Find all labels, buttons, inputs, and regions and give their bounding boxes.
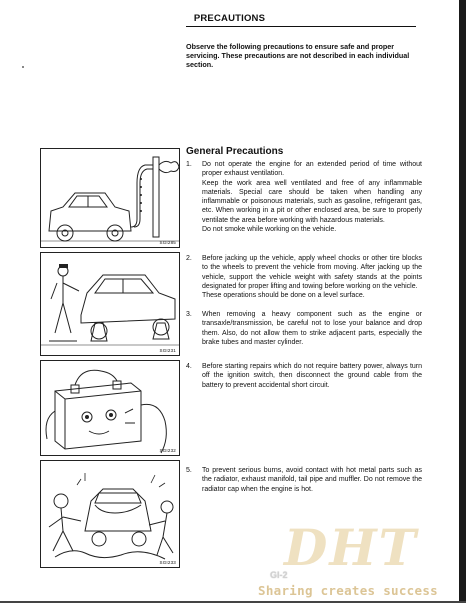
page-header-title: PRECAUTIONS xyxy=(193,13,266,24)
item-paragraph: Do not smoke while working on the vehicle. xyxy=(202,226,337,234)
figure-exhaust-ventilation xyxy=(40,148,180,248)
figure-code: SGI231 xyxy=(159,348,176,353)
precaution-item-5 xyxy=(186,466,422,494)
figure-battery-disconnect xyxy=(40,360,180,456)
item-paragraph: Keep the work area well ventilated and free of any inflammable materials. Special care should be taken when handling any inflammable or poisonous materials, such as gasoline, refrigerant gas, etc. When working in a pit or other enclosed area, be sure to properly ventilate the area before working with hazardous materials. xyxy=(202,179,422,224)
intro-paragraph: Observe the following precautions to ensure safe and proper servicing. These precautions are not described in each individual section. xyxy=(186,42,410,70)
item-paragraph: These operations should be done on a level surface. xyxy=(202,292,365,300)
page-number: GI-2 xyxy=(270,570,288,580)
figure-code: SGI232 xyxy=(159,448,176,453)
item-paragraph: Before starting repairs which do not require battery power, always turn off the ignition switch, then disconnect the ground cable from the battery to prevent accidental short circuit. xyxy=(202,363,422,389)
item-paragraph: When removing a heavy component such as the engine or transaxle/transmission, be careful not to lose your balance and drop them. Also, do not allow them to strike adjacent parts, especially the brake tubes and master cylinder. xyxy=(202,311,422,346)
header-rule xyxy=(186,26,416,27)
item-number: 2. xyxy=(186,255,192,262)
item-number: 3. xyxy=(186,311,192,318)
precaution-item-3 xyxy=(186,310,422,347)
figure-code: SGI285 xyxy=(159,240,176,245)
item-paragraph: To prevent serious burns, avoid contact with hot metal parts such as the radiator, exhaust manifold, tail pipe and muffler. Do not remove the radiator cap when the engine is hot. xyxy=(202,467,422,493)
jacking-vehicle-illustration xyxy=(41,253,180,356)
item-number: 4. xyxy=(186,363,192,370)
precaution-item-4 xyxy=(186,362,422,390)
item-paragraph: Before jacking up the vehicle, apply wheel chocks or other tire blocks to the wheels to prevent the vehicle from moving. After jacking up the vehicle, support the vehicle weight with safety stands at the points designated for proper lifting and towing before working on the vehicle. xyxy=(202,255,422,290)
figure-hot-parts xyxy=(40,460,180,568)
section-title: General Precautions xyxy=(186,146,284,157)
item-number: 5. xyxy=(186,467,192,474)
exhaust-ventilation-illustration xyxy=(41,149,180,248)
battery-illustration xyxy=(41,361,180,456)
precaution-item-1 xyxy=(186,160,422,234)
page-edge xyxy=(459,0,466,603)
item-number: 1. xyxy=(186,161,192,168)
figure-jacking-vehicle xyxy=(40,252,180,356)
hot-parts-illustration xyxy=(41,461,180,568)
watermark-logo: DHT xyxy=(284,518,418,577)
figure-code: SGI233 xyxy=(159,560,176,565)
precaution-item-2 xyxy=(186,254,422,300)
item-paragraph: Do not operate the engine for an extended period of time without proper exhaust ventilation. xyxy=(202,161,422,178)
watermark-slogan: Sharing creates success xyxy=(258,583,438,598)
scan-speck xyxy=(22,66,24,68)
